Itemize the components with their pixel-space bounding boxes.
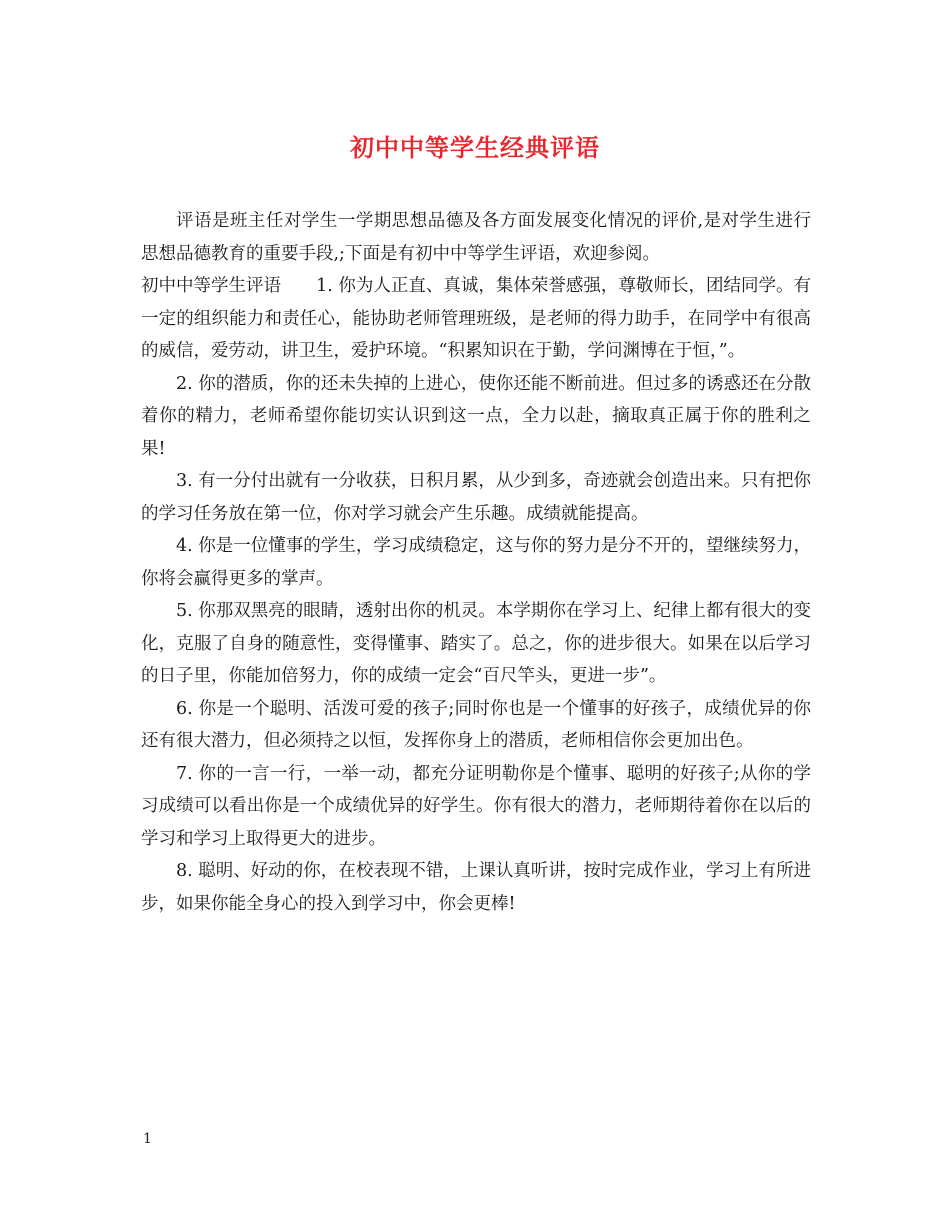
intro-paragraph: 评语是班主任对学生一学期思想品德及各方面发展变化情况的评价,是对学生进行思想品德教育的重要手段,;下面是有初中中等学生评语，欢迎参阅。 bbox=[141, 211, 811, 264]
comment-paragraph-2: 2. 你的潜质，你的还未失掉的上进心，使你还能不断前进。但过多的诱惑还在分散着你的精力，老师希望你能切实认识到这一点，全力以赴，摘取真正属于你的胜利之果! bbox=[141, 373, 811, 459]
comment-paragraph-8: 8. 聪明、好动的你，在校表现不错，上课认真听讲，按时完成作业，学习上有所进步，如果你能全身心的投入到学习中，你会更棒! bbox=[141, 861, 811, 914]
comment-paragraph-6: 6. 你是一个聪明、活泼可爱的孩子;同时你也是一个懂事的好孩子，成绩优异的你还有很大潜力，但必须持之以恒，发挥你身上的潜质，老师相信你会更加出色。 bbox=[141, 698, 811, 751]
comment-paragraph-3: 3. 有一分付出就有一分收获，日积月累，从少到多，奇迹就会创造出来。只有把你的学习任务放在第一位，你对学习就会产生乐趣。成绩就能提高。 bbox=[141, 471, 811, 524]
comment-paragraph-1: 初中中等学生评语 1. 你为人正直、真诚，集体荣誉感强，尊敬师长，团结同学。有一定的组织能力和责任心，能协助老师管理班级，是老师的得力助手，在同学中有很高的威信，爱劳动，讲卫生，爱护环境。“积累知识在于勤，学问渊博在于恒，”。 bbox=[141, 276, 811, 361]
document-body bbox=[141, 205, 811, 920]
page-title: 初中中等学生经典评语 bbox=[350, 133, 600, 162]
comment-paragraph-4: 4. 你是一位懂事的学生，学习成绩稳定，这与你的努力是分不开的，望继续努力，你将会赢得更多的掌声。 bbox=[141, 536, 811, 589]
page-number: 1 bbox=[143, 1131, 152, 1147]
comment-paragraph-7: 7. 你的一言一行，一举一动，都充分证明勒你是个懂事、聪明的好孩子;从你的学习成绩可以看出你是一个成绩优异的好学生。你有很大的潜力，老师期待着你在以后的学习和学习上取得更大的进步。 bbox=[141, 763, 811, 849]
comment-paragraph-5: 5. 你那双黑亮的眼睛，透射出你的机灵。本学期你在学习上、纪律上都有很大的变化，克服了自身的随意性，变得懂事、踏实了。总之，你的进步很大。如果在以后学习的日子里，你能加倍努力，你的成绩一定会“百尺竿头，更进一步”。 bbox=[141, 601, 811, 686]
